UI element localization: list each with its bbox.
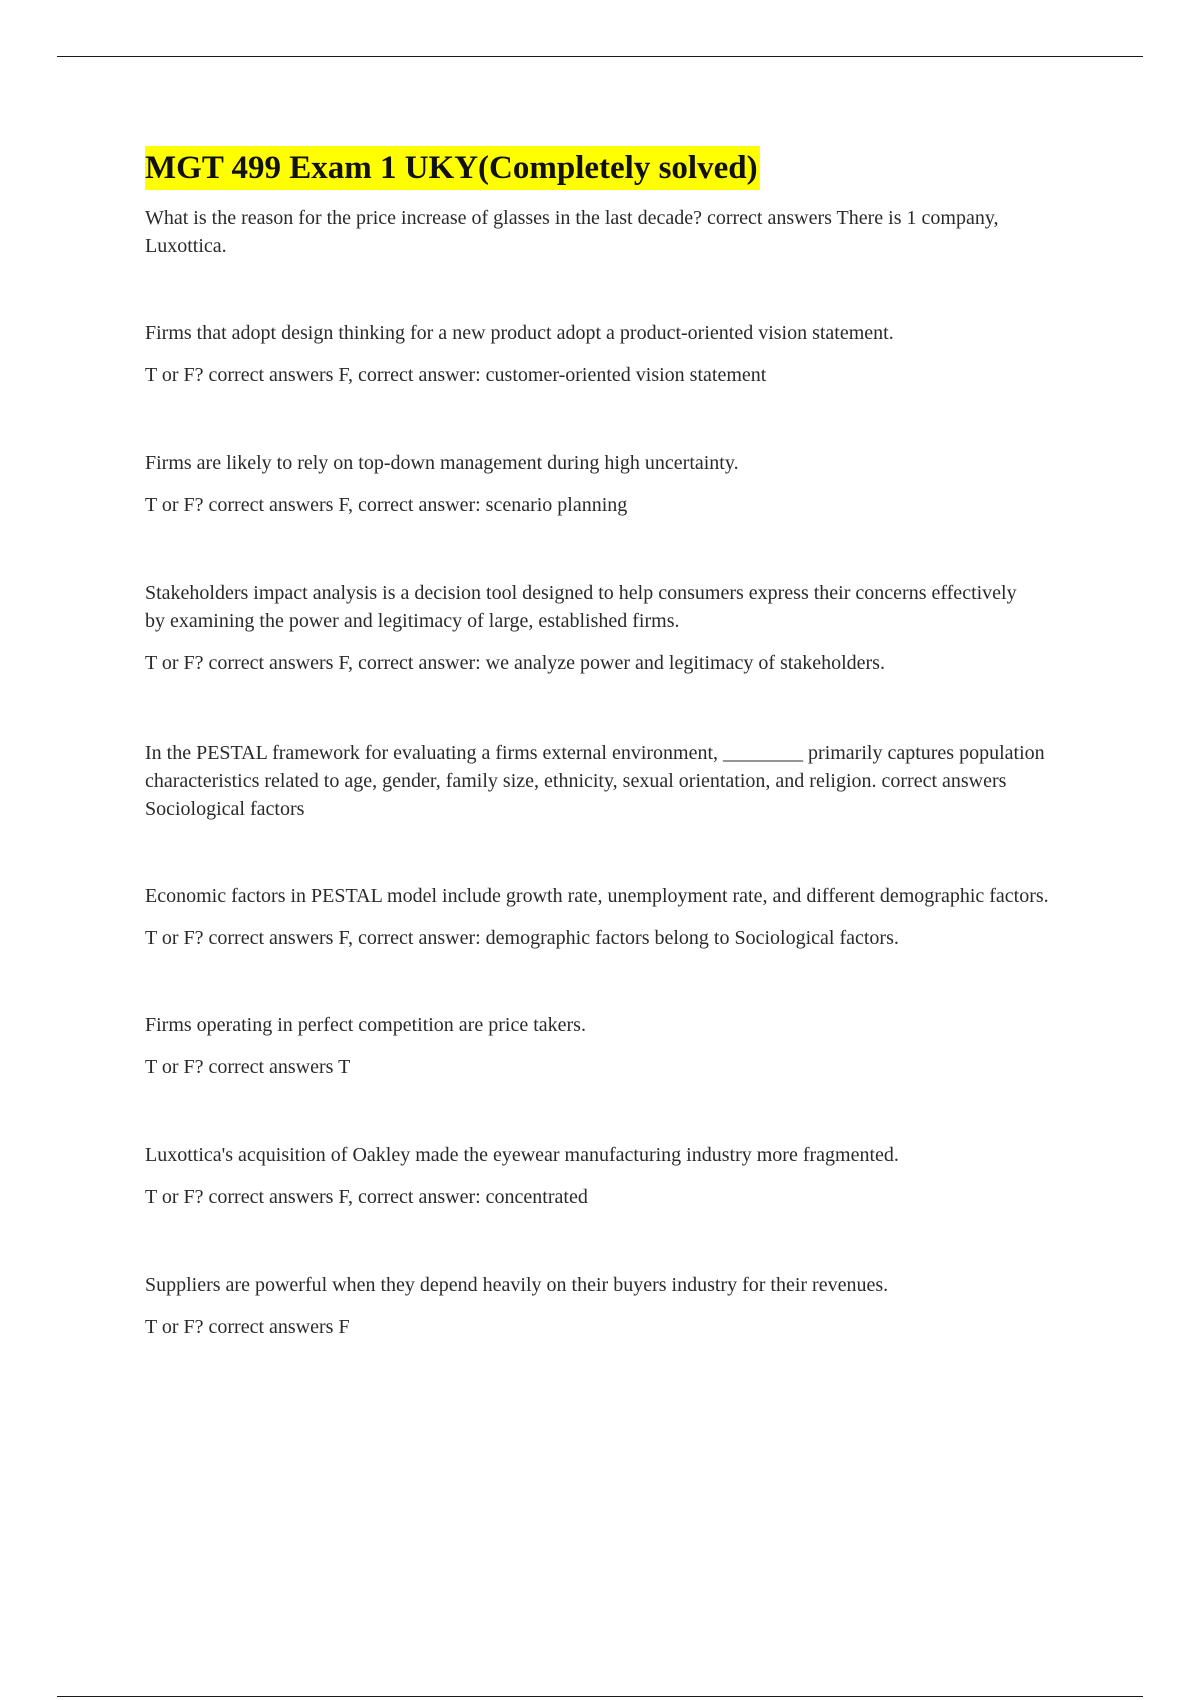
qa-item (145, 579, 1085, 677)
qa-item (145, 1141, 1085, 1211)
question-text: Stakeholders impact analysis is a decision tool designed to help consumers express their concerns effectively by examining the power and legitimacy of large, established firms. (145, 582, 1017, 632)
answer-text: T or F? correct answers T (145, 1056, 351, 1078)
qa-item (145, 204, 1085, 260)
question-text: Suppliers are powerful when they depend heavily on their buyers industry for their revenues. (145, 1274, 889, 1296)
qa-item (145, 1271, 1085, 1341)
question-text: Luxottica's acquisition of Oakley made the eyewear manufacturing industry more fragmented. (145, 1144, 899, 1166)
qa-item (145, 319, 1085, 389)
qa-item (145, 739, 1085, 823)
qa-item (145, 1011, 1085, 1081)
question-text: Firms are likely to rely on top-down management during high uncertainty. (145, 452, 739, 474)
document-title: MGT 499 Exam 1 UKY(Completely solved) (145, 146, 760, 190)
question-text: In the PESTAL framework for evaluating a firms external environment, ________ primarily captures population characteristics related to age, gender, family size, ethnicity, sexual orientation, and religion. correct answers Sociological factors (145, 742, 1045, 820)
answer-text: T or F? correct answers F, correct answer: concentrated (145, 1186, 588, 1208)
qa-item (145, 449, 1085, 519)
question-text: Economic factors in PESTAL model include growth rate, unemployment rate, and different demographic factors. (145, 885, 1049, 907)
document-body (145, 146, 1085, 1341)
answer-text: T or F? correct answers F, correct answer: scenario planning (145, 494, 628, 516)
question-text: Firms operating in perfect competition are price takers. (145, 1014, 586, 1036)
bottom-rule (57, 1696, 1143, 1697)
qa-item (145, 882, 1085, 952)
answer-text: T or F? correct answers F, correct answer: we analyze power and legitimacy of stakeholders. (145, 652, 885, 674)
question-text: What is the reason for the price increase of glasses in the last decade? correct answers There is 1 company, Luxottica. (145, 207, 999, 257)
top-rule (57, 56, 1143, 57)
answer-text: T or F? correct answers F (145, 1316, 350, 1338)
answer-text: T or F? correct answers F, correct answer: customer-oriented vision statement (145, 364, 767, 386)
question-text: Firms that adopt design thinking for a new product adopt a product-oriented vision statement. (145, 322, 894, 344)
answer-text: T or F? correct answers F, correct answer: demographic factors belong to Sociological factors. (145, 927, 899, 949)
